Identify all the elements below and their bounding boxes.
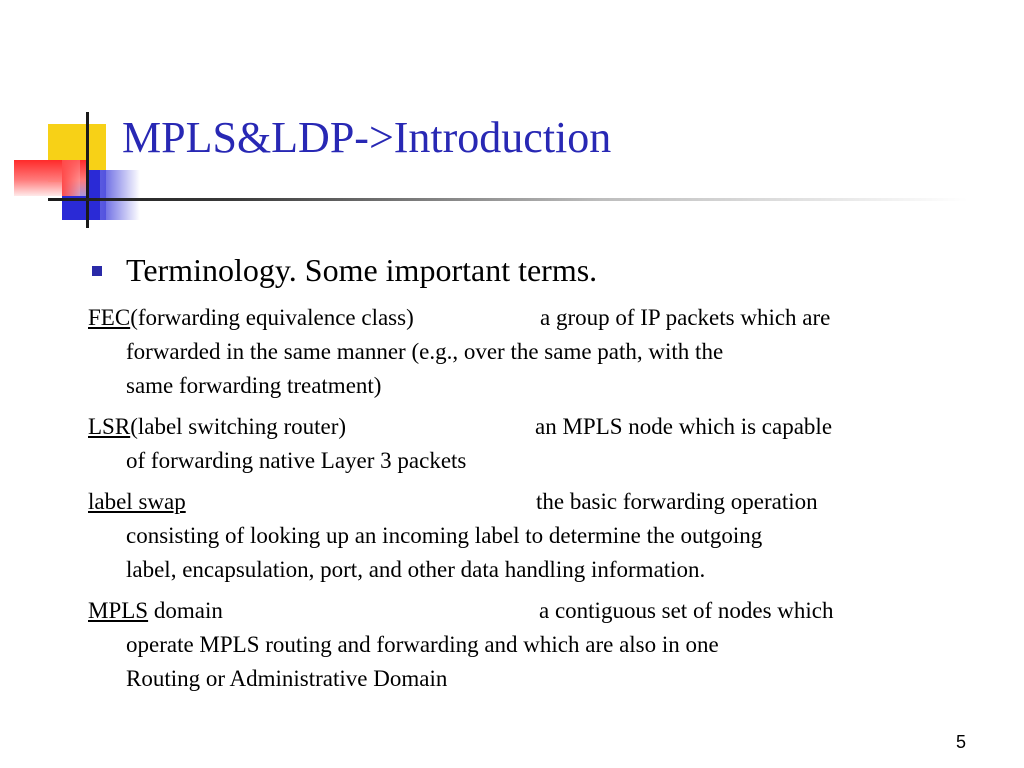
decor-vertical-line bbox=[86, 112, 89, 228]
decor-blue-fade bbox=[100, 170, 140, 220]
square-bullet-icon bbox=[92, 266, 102, 276]
term-definition: the basic forwarding operation bbox=[536, 489, 818, 514]
term-definition-cont: same forwarding treatment) bbox=[126, 373, 382, 398]
term-definition-cont: of forwarding native Layer 3 packets bbox=[126, 448, 467, 473]
term-definition: a group of IP packets which are bbox=[540, 305, 831, 330]
page-number: 5 bbox=[955, 732, 966, 752]
term-definition-cont: consisting of looking up an incoming label to determine the outgoing bbox=[126, 523, 763, 548]
term-fec bbox=[88, 301, 948, 403]
slide-title: MPLS&LDP->Introduction bbox=[122, 113, 612, 162]
term-abbr: MPLS bbox=[88, 598, 149, 623]
term-definition-cont: operate MPLS routing and forwarding and which are also in one bbox=[126, 632, 719, 657]
term-expansion: (forwarding equivalence class) bbox=[130, 305, 414, 330]
term-abbr: label swap bbox=[88, 489, 186, 514]
bullet-text: Terminology. Some important terms. bbox=[126, 252, 598, 288]
term-expansion: (label switching router) bbox=[130, 414, 347, 439]
term-abbr: LSR bbox=[88, 414, 131, 439]
decor-red-fade bbox=[62, 160, 80, 196]
term-abbr: FEC bbox=[88, 305, 131, 330]
term-definition: an MPLS node which is capable bbox=[535, 414, 833, 439]
term-mpls-domain bbox=[88, 594, 948, 696]
term-label-swap bbox=[88, 485, 948, 587]
term-lsr bbox=[88, 410, 948, 478]
term-expansion: domain bbox=[148, 598, 223, 623]
term-definition-cont: label, encapsulation, port, and other data handling information. bbox=[126, 557, 706, 582]
title-underline bbox=[48, 198, 968, 201]
term-definition: a contiguous set of nodes which bbox=[539, 598, 834, 623]
term-definition-cont: Routing or Administrative Domain bbox=[126, 666, 448, 691]
term-definition-cont: forwarded in the same manner (e.g., over the same path, with the bbox=[126, 339, 724, 364]
